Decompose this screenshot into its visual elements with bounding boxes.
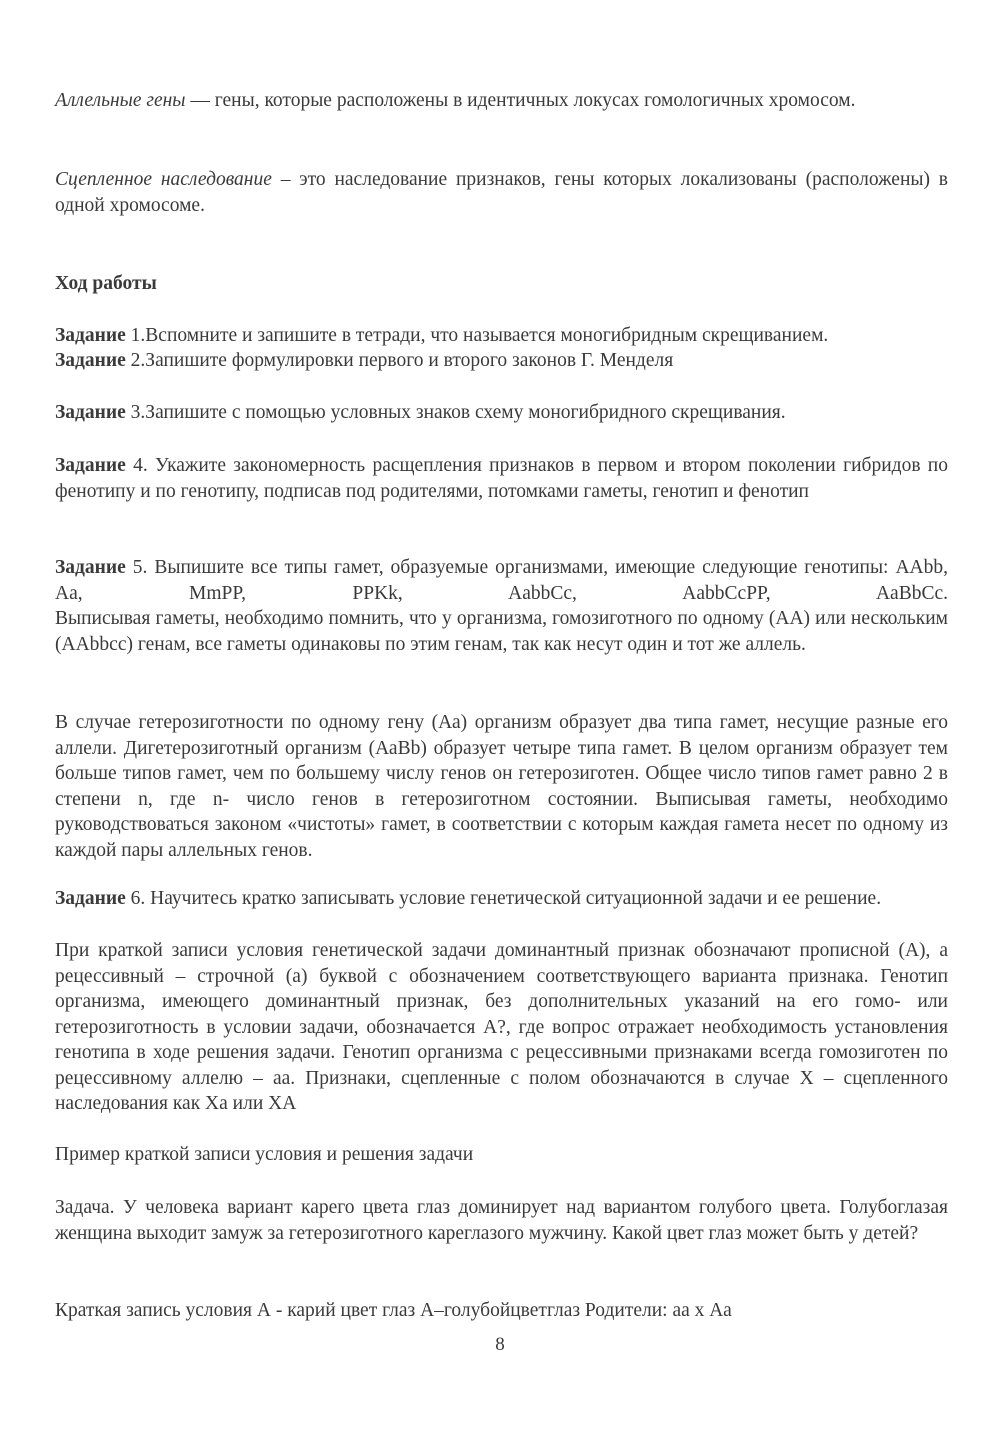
definition-linked-inheritance <box>55 167 948 218</box>
genotype: MmPP, <box>189 582 246 604</box>
task-4 <box>55 453 948 504</box>
task-label: Задание <box>55 557 126 578</box>
task-3 <box>55 400 948 426</box>
task-1 <box>55 323 948 349</box>
task-text: 1.Вспомните и запишите в тетради, что называется моногибридным скрещиванием. <box>125 325 829 346</box>
section-title: Ход работы <box>55 273 157 294</box>
task-label: Задание <box>55 888 126 909</box>
genotype: Aa, <box>55 582 83 604</box>
definition-dash: — <box>185 90 215 111</box>
genotype: AabbCcPP, <box>682 582 771 604</box>
page-number: 8 <box>495 1334 505 1355</box>
task-text: 4. Укажите закономерность расщепления признаков в первом и втором поколении гибридов по фенотипу и по генотипу, подписав под родителями, потомками гаметы, генотип и фенотип <box>55 455 948 502</box>
task-2 <box>55 348 948 374</box>
task-text: 6. Научитесь кратко записывать условие генетической ситуационной задачи и ее решение. <box>125 888 882 909</box>
task-5 <box>55 555 948 606</box>
example-title: Пример краткой записи условия и решения задачи <box>55 1144 474 1165</box>
heterozygosity-paragraph: В случае гетерозиготности по одному гену (Аа) организм образует два типа гамет, несущие разные его аллели. Дигетерозиготный организм (АаВb) образует четыре типа гамет. В целом организм образует тем больше типов гамет, чем по большему числу генов он гетерозиготен. Общее число типов гамет равно 2 в степени n, где n- число генов в гетерозиготном состоянии. Выписывая гаметы, необходимо руководствоваться законом «чистоты» гамет, в соответствии с которым каждая гамета несет по одному из каждой пары аллельных генов. <box>55 712 948 861</box>
task-5-continuation: Выписывая гаметы, необходимо помнить, что у организма, гомозиготного по одному (АА) или нескольким (ААbbсс) генам, все гаметы одинаковы по этим генам, так как несут один и тот же аллель. <box>55 608 948 655</box>
genotype: AAbb, <box>895 557 948 578</box>
genotype: AaBbCc. <box>875 582 948 604</box>
task-label: Задание <box>55 325 126 346</box>
short-record: Краткая запись условия А - карий цвет глаз А–голубойцветглаз Родители: аа х Аа <box>55 1300 732 1321</box>
task-text: 3.Запишите с помощью условных знаков схему моногибридного скрещивания. <box>125 402 786 423</box>
task-6-explanation: При краткой записи условия генетической задачи доминантный признак обозначают прописной (А), а рецессивный – строчной (а) буквой с обозначением соответствующего варианта признака. Генотип организма, имеющего доминантный признак, без дополнительных указаний на его гомо- или гетерозиготность в условии задачи, обозначается А?, где вопрос отражает необходимость установления генотипа в ходе решения задачи. Генотип организма с рецессивными признаками всегда гомозиготен по рецессивному аллелю – аа. Признаки, сцепленные с полом обозначаются в случае Х – сцепленного наследования как Ха или ХА <box>55 940 948 1114</box>
definition-allelic-genes <box>55 88 948 114</box>
definition-text: это наследование признаков, гены которых локализованы (расположены) в одной хромосоме. <box>55 169 949 216</box>
term-linked-inheritance: Сцепленное наследование <box>55 169 272 190</box>
task-label: Задание <box>55 455 126 476</box>
task-label: Задание <box>55 350 126 371</box>
task-label: Задание <box>55 402 126 423</box>
definition-text: гены, которые расположены в идентичных локусах гомологичных хромосом. <box>214 90 856 111</box>
task-text: 5. Выпишите все типы гамет, образуемые организмами, имеющие следующие генотипы: <box>125 557 889 578</box>
problem-text: Задача. У человека вариант карего цвета глаз доминирует над вариантом голубого цвета. Голубоглазая женщина выходит замуж за гетерозиготного кареглазого мужчину. Какой цвет глаз может быть у детей? <box>55 1197 948 1244</box>
definition-dash: – <box>271 169 300 190</box>
genotype: AabbCc, <box>508 582 577 604</box>
task-6 <box>55 886 948 912</box>
term-allelic-genes: Аллельные гены <box>55 90 186 111</box>
task-text: 2.Запишите формулировки первого и второго законов Г. Менделя <box>125 350 674 371</box>
genotype: PPKk, <box>352 582 403 604</box>
